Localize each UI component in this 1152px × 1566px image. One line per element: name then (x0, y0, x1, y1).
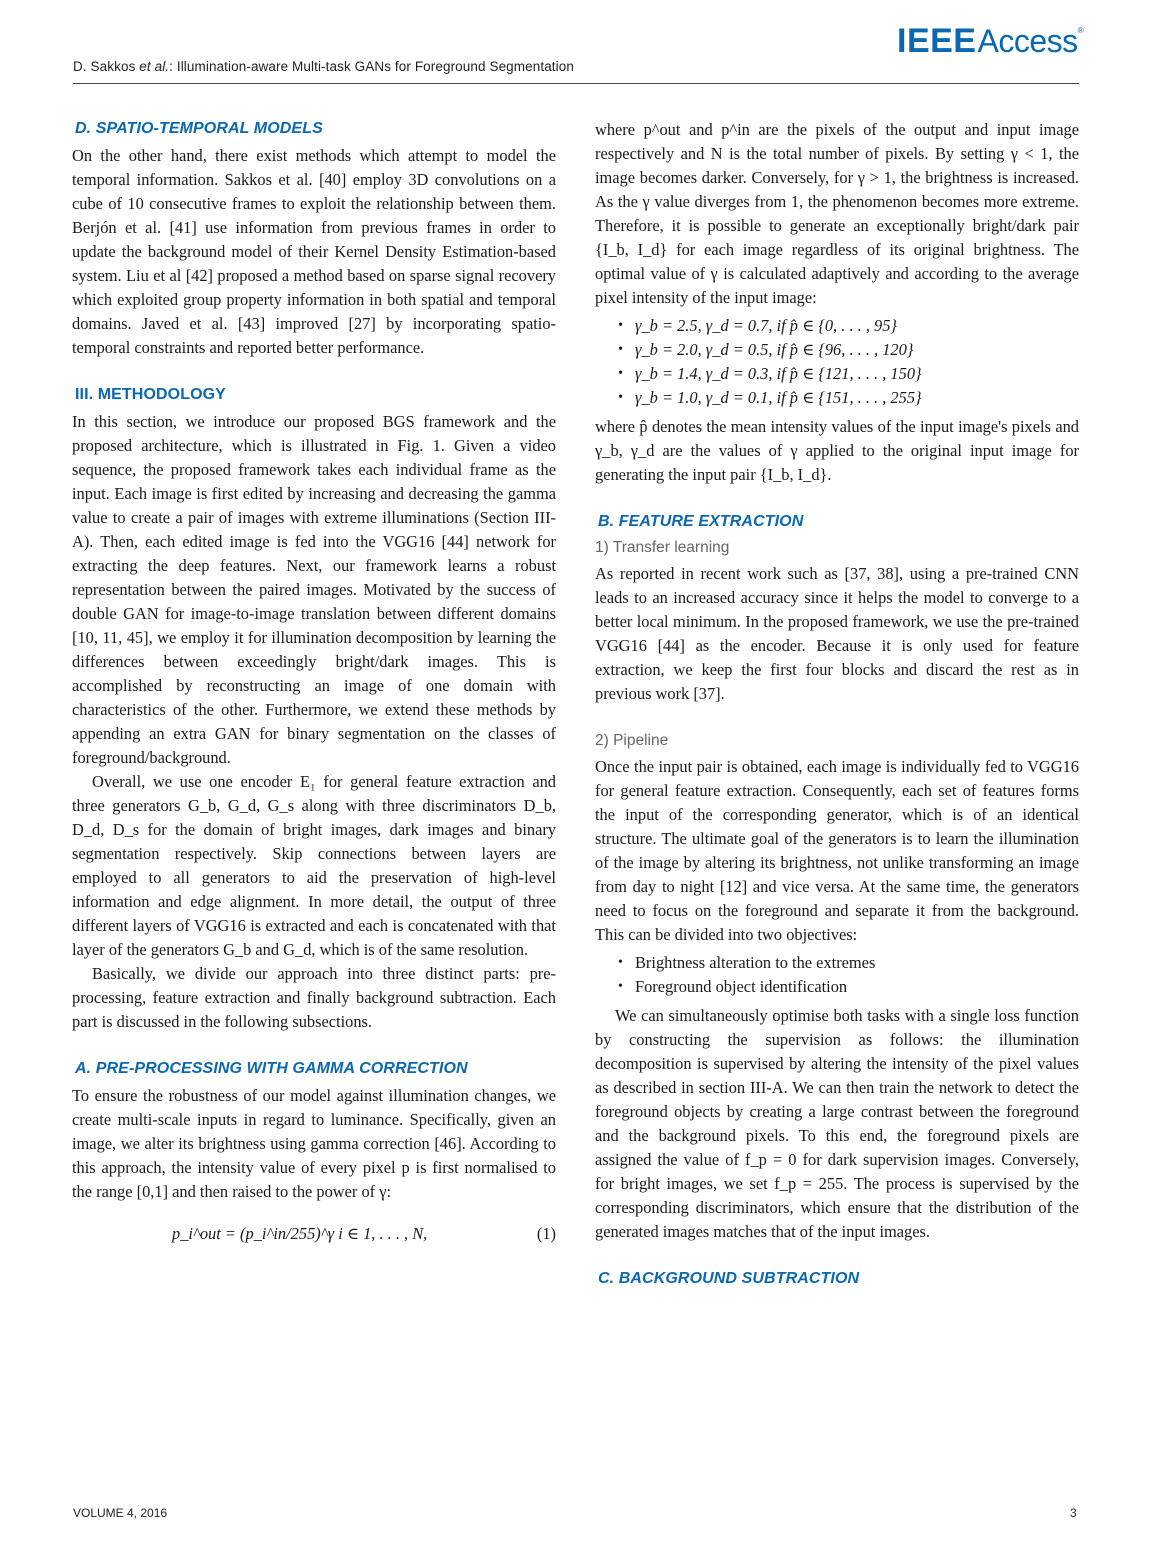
para-preprocessing: To ensure the robustness of our model against illumination changes, we create multi-scale inputs in regard to luminance. Specifically, given an image, we alter its brightness using gamma correction [46]. According to this approach, the intensity value of every pixel p is first normalised to the range [0,1] and then raised to the power of γ: (72, 1086, 556, 1201)
spacer (595, 487, 1079, 511)
para-spatio-temporal: On the other hand, there exist methods which attempt to model the temporal information. Sakkos et al. [40] employ 3D convolutions on a cube of 10 consecutive frames to exploit the relationship between them. Berjón et al. [41] use information from previous frames in order to update the background model of their Kernel Density Estimation-based system. Liu et al [42] proposed a method based on sparse signal recovery which exploited group property information in both spatial and temporal domains. Javed et al. [43] improved [27] by incorporating spatio-temporal constraints and reported better performance. (72, 146, 556, 357)
footer-volume: VOLUME 4, 2016 (73, 1506, 168, 1520)
objective-item: • Foreground object identification (635, 975, 1079, 999)
para-gamma-explanation: where p^out and p^in are the pixels of the output and input image respectively and N is the total number of pixels. By setting γ < 1, the image becomes darker. Conversely, for γ > 1, the brightness is increased. As the γ value diverges from 1, the phenomenon becomes more extreme. Therefore, it is possible to generate an exceptionally bright/dark pair {I_b, I_d} for each image regardless of its original brightness. The optimal value of γ is calculated adaptively and according to the average pixel intensity of the input image: (595, 120, 1079, 307)
para-methodology-1: In this section, we introduce our proposed BGS framework and the proposed architecture, which is illustrated in Fig. 1. Given a video sequence, the proposed framework takes each individual frame as the input. Each image is first edited by increasing and decreasing the gamma value to create a pair of images with extreme illuminations (Section III-A). Then, each edited image is fed into the VGG16 [44] network for extracting the deep features. Next, our framework learns a robust representation between the paired images. Motivated by the success of double GAN for image-to-image translation between different domains [10, 11, 45], we employ it for illumination decomposition by learning the differences between exceedingly bright/dark images. This is accomplished by reconstructing an image of one domain with characteristics of the other. Furthermore, we extend these methods by appending an extra GAN for binary segmentation on the classes of foreground/background. (72, 412, 556, 767)
spacer (595, 706, 1079, 730)
header-et-al: et al. (139, 59, 170, 74)
heading-preprocessing: A. PRE-PROCESSING WITH GAMMA CORRECTION (75, 1060, 468, 1077)
heading-pipeline: 2) Pipeline (595, 732, 669, 749)
header-rule (73, 83, 1079, 84)
gamma-item: • γ_b = 1.0, γ_d = 0.1, if p̂ ∈ {151, . . . , 255} (635, 386, 1079, 410)
gamma-value-list (595, 314, 1079, 410)
equation-number: (1) (536, 1224, 556, 1243)
para-transfer-learning: As reported in recent work such as [37, 38], using a pre-trained CNN leads to an increased accuracy since it helps the model to converge to a better local minimum. In the proposed framework, we use the pre-trained VGG16 [44] as the encoder. Because it is only used for feature extraction, we keep the first four blocks and discard the rest as in previous work [37]. (595, 564, 1079, 703)
spacer (72, 1034, 556, 1058)
gamma-item: • γ_b = 1.4, γ_d = 0.3, if p̂ ∈ {121, . . . , 150} (635, 362, 1079, 386)
heading-spatio-temporal: D. SPATIO-TEMPORAL MODELS (75, 120, 323, 137)
left-column (72, 118, 556, 1254)
header-author: D. Sakkos (73, 59, 136, 74)
para-methodology-2: Overall, we use one encoder E₁ for general feature extraction and three generators G_b, G_d, G_s along with three discriminators D_b, D_d, D_s for the domain of bright images, dark images and binary segmentation respectively. Skip connections between layers are employed to all generators to aid the preservation of high-level information and edge alignment. In more detail, the output of three different layers of VGG16 is extracted and each is concatenated with that layer of the generators G_b and G_d, which is of the same resolution. (72, 772, 556, 959)
objectives-list (595, 951, 1079, 999)
logo-access: Access (977, 23, 1078, 59)
para-pipeline-2: We can simultaneously optimise both tasks with a single loss function by constructing the supervision as follows: the illumination decomposition is supervised by altering the intensity of the pixel values as described in section III-A. We can then train the network to detect the foreground objects by creating a large contrast between the foreground and the background pixels. To this end, the foreground pixels are assigned the value of f_p = 0 for dark supervision images. Conversely, for bright images, we set f_p = 255. The process is supervised by the corresponding discriminators, which ensure that the distribution of the generated images matches that of the input images. (595, 1006, 1079, 1241)
running-header (73, 59, 574, 74)
spacer (72, 360, 556, 384)
gamma-item: • γ_b = 2.5, γ_d = 0.7, if p̂ ∈ {0, . . . , 95} (635, 314, 1079, 338)
spacer (595, 1244, 1079, 1268)
ieee-access-logo (897, 22, 1084, 61)
para-methodology-3: Basically, we divide our approach into three distinct parts: pre-processing, feature extraction and finally background subtraction. Each part is discussed in the following subsections. (72, 964, 556, 1031)
equation-1 (72, 1224, 556, 1254)
heading-feature-extraction: B. FEATURE EXTRACTION (598, 513, 804, 530)
logo-trademark: ® (1077, 26, 1084, 35)
logo-ieee: IEEE (897, 22, 977, 60)
heading-background-subtraction: C. BACKGROUND SUBTRACTION (598, 1270, 860, 1287)
right-column (595, 118, 1079, 1294)
equation-body: p_i^out = (p_i^in/255)^γ i ∈ 1, . . . , N, (172, 1224, 428, 1243)
footer-page-number: 3 (1070, 1506, 1077, 1520)
para-pipeline: Once the input pair is obtained, each image is individually fed to VGG16 for general feature extraction. Consequently, each set of features forms the input of the corresponding generator, which is of an identical structure. The ultimate goal of the generators is to learn the illumination of the image by altering its brightness, not unlike transforming an image from day to night [12] and vice versa. At the same time, the generators need to focus on the foreground and separate it from the background. This can be divided into two objectives: (595, 757, 1079, 944)
header-title: : Illumination-aware Multi-task GANs for Foreground Segmentation (169, 59, 574, 74)
para-mean-intensity: where p̂ denotes the mean intensity values of the input image's pixels and γ_b, γ_d are the values of γ applied to the original input image for generating the input pair {I_b, I_d}. (595, 417, 1079, 484)
objective-item: • Brightness alteration to the extremes (635, 951, 1079, 975)
heading-methodology: III. METHODOLOGY (75, 386, 226, 403)
heading-transfer-learning: 1) Transfer learning (595, 539, 730, 556)
gamma-item: • γ_b = 2.0, γ_d = 0.5, if p̂ ∈ {96, . . . , 120} (635, 338, 1079, 362)
